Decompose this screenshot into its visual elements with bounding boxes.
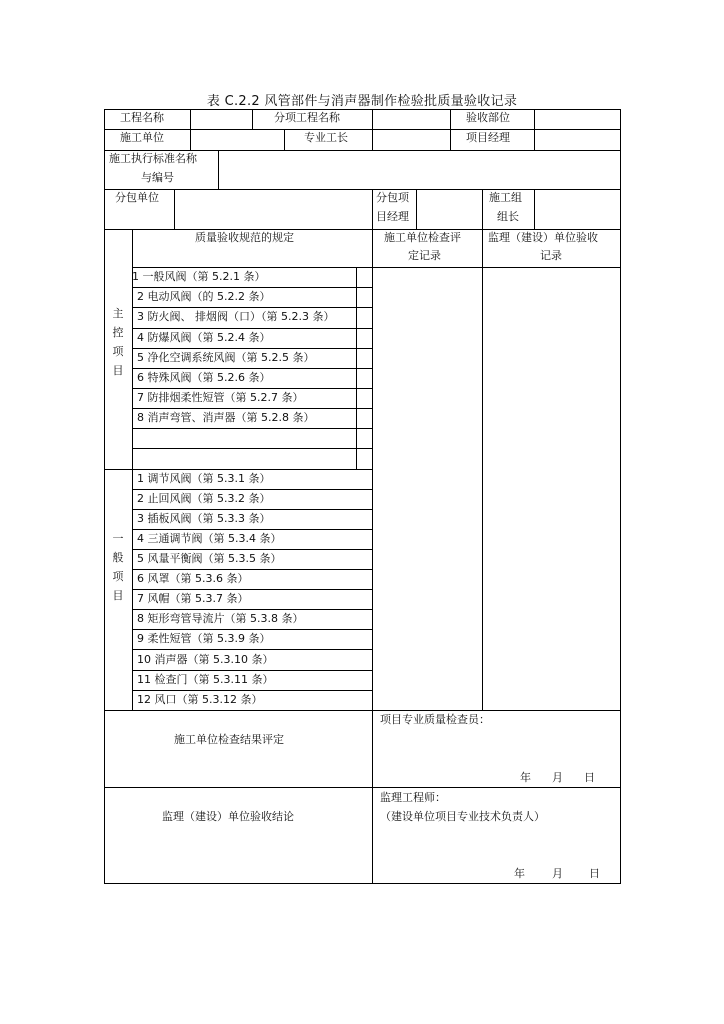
item-row-divider: [132, 569, 372, 570]
conclusion-label: 监理（建设）单位验收结论: [162, 810, 294, 823]
main-item: 2 电动风阀（的 5.2.2 条）: [137, 290, 271, 303]
item-row-divider: [132, 428, 372, 429]
col-divider: [284, 129, 285, 150]
self-check-header-line2: 定记录: [408, 249, 441, 262]
subcontract-unit-label: 分包单位: [115, 191, 159, 204]
project-name-label: 工程名称: [120, 111, 164, 124]
general-item: 6 风罩（第 5.3.6 条）: [137, 572, 249, 585]
general-item: 7 风帽（第 5.3.7 条）: [137, 592, 249, 605]
sub-pm-label-line1: 分包项: [376, 191, 409, 204]
col-divider: [252, 109, 253, 130]
col-divider: [534, 189, 535, 230]
table-right-border: [620, 109, 621, 884]
general-item: 10 消声器（第 5.3.10 条）: [137, 653, 274, 666]
item-row-divider: [132, 408, 372, 409]
page-title: 表 C.2.2 风管部件与消声器制作检验批质量验收记录: [206, 94, 518, 109]
construction-unit-label: 施工单位: [120, 131, 164, 144]
col-divider: [372, 189, 373, 711]
col-divider: [416, 189, 417, 230]
inspection-record-table: [104, 109, 621, 884]
main-item: 1 一般风阀（第 5.2.1 条）: [132, 270, 266, 283]
general-item: 12 风口（第 5.3.12 条）: [137, 693, 263, 706]
general-item: 2 止回风阀（第 5.3.2 条）: [137, 492, 271, 505]
item-row-divider: [132, 589, 372, 590]
row-divider: [104, 229, 621, 230]
project-manager-label: 项目经理: [466, 131, 510, 144]
table-bottom-border: [104, 883, 621, 884]
team-leader-label-line1: 施工组: [489, 191, 522, 204]
sub-pm-label-line2: 目经理: [376, 210, 409, 223]
team-leader-label-line2: 组长: [497, 210, 519, 223]
general-item: 11 检查门（第 5.3.11 条）: [137, 673, 274, 686]
item-row-divider: [132, 287, 372, 288]
item-label-divider: [132, 229, 133, 711]
standard-label-line1: 施工执行标准名称: [109, 152, 197, 165]
row-divider: [104, 189, 621, 190]
table-left-border: [104, 109, 105, 884]
acceptance-part-label: 验收部位: [466, 111, 510, 124]
col-divider: [450, 109, 451, 150]
general-item: 1 调节风阀（第 5.3.1 条）: [137, 472, 271, 485]
section-divider: [104, 469, 372, 470]
evaluation-year: 年: [520, 771, 531, 784]
col-divider: [482, 189, 483, 711]
item-row-divider: [132, 549, 372, 550]
conclusion-month: 月: [552, 867, 563, 880]
general-item: 5 风量平衡阀（第 5.3.5 条）: [137, 552, 282, 565]
general-item: 4 三通调节阀（第 5.3.4 条）: [137, 532, 282, 545]
conclusion-year: 年: [514, 867, 525, 880]
col-divider: [218, 150, 219, 190]
item-row-divider: [132, 690, 372, 691]
item-row-divider: [132, 629, 372, 630]
supervising-engineer-label: 监理工程师：: [380, 791, 446, 804]
main-item: 4 防爆风阀（第 5.2.4 条）: [137, 331, 271, 344]
general-items-label: 一般项目: [112, 532, 124, 602]
main-item: 8 消声弯管、消声器（第 5.2.8 条）: [137, 411, 315, 424]
item-row-divider: [132, 307, 372, 308]
supervision-header-line2: 记录: [540, 249, 562, 262]
standard-label-line2: 与编号: [141, 171, 174, 184]
table-top-border: [104, 109, 621, 110]
evaluation-month: 月: [552, 771, 563, 784]
self-check-header-line1: 施工单位检查评: [384, 231, 461, 244]
item-row-divider: [132, 489, 372, 490]
item-row-divider: [132, 529, 372, 530]
spec-column-header: 质量验收规范的规定: [195, 231, 294, 244]
general-item: 9 柔性短管（第 5.3.9 条）: [137, 632, 271, 645]
column-header-divider: [132, 267, 621, 268]
main-item: 5 净化空调系统风阀（第 5.2.5 条）: [137, 351, 315, 364]
item-row-divider: [132, 670, 372, 671]
col-divider: [372, 710, 373, 884]
foreman-label: 专业工长: [304, 131, 348, 144]
main-item: 3 防火阀、 排烟阀（口）（第 5.2.3 条）: [137, 310, 335, 323]
row-divider: [104, 150, 621, 151]
main-items-label: 主控项目: [112, 307, 124, 377]
quality-inspector-label: 项目专业质量检查员：: [380, 713, 490, 726]
item-row-divider: [132, 509, 372, 510]
section-divider: [104, 710, 621, 711]
col-divider: [534, 109, 535, 150]
check-mark-column-divider: [356, 267, 357, 469]
evaluation-label: 施工单位检查结果评定: [174, 733, 284, 746]
col-divider: [372, 109, 373, 150]
general-item: 8 矩形弯管导流片（第 5.3.8 条）: [137, 612, 304, 625]
item-row-divider: [132, 348, 372, 349]
item-row-divider: [132, 609, 372, 610]
item-row-divider: [132, 448, 372, 449]
evaluation-day: 日: [584, 771, 595, 784]
section-divider: [104, 787, 621, 788]
owner-representative-label: （建设单位项目专业技术负责人）: [380, 810, 545, 823]
col-divider: [190, 109, 191, 150]
main-item: 6 特殊风阀（第 5.2.6 条）: [137, 371, 271, 384]
supervision-header-line1: 监理（建设）单位验收: [488, 231, 598, 244]
col-divider: [174, 189, 175, 230]
general-item: 3 插板风阀（第 5.3.3 条）: [137, 512, 271, 525]
item-row-divider: [132, 328, 372, 329]
item-row-divider: [132, 388, 372, 389]
row-divider: [104, 129, 621, 130]
conclusion-day: 日: [589, 867, 600, 880]
main-item: 7 防排烟柔性短管（第 5.2.7 条）: [137, 391, 304, 404]
item-row-divider: [132, 649, 372, 650]
sub-project-name-label: 分项工程名称: [274, 111, 340, 124]
item-row-divider: [132, 368, 372, 369]
